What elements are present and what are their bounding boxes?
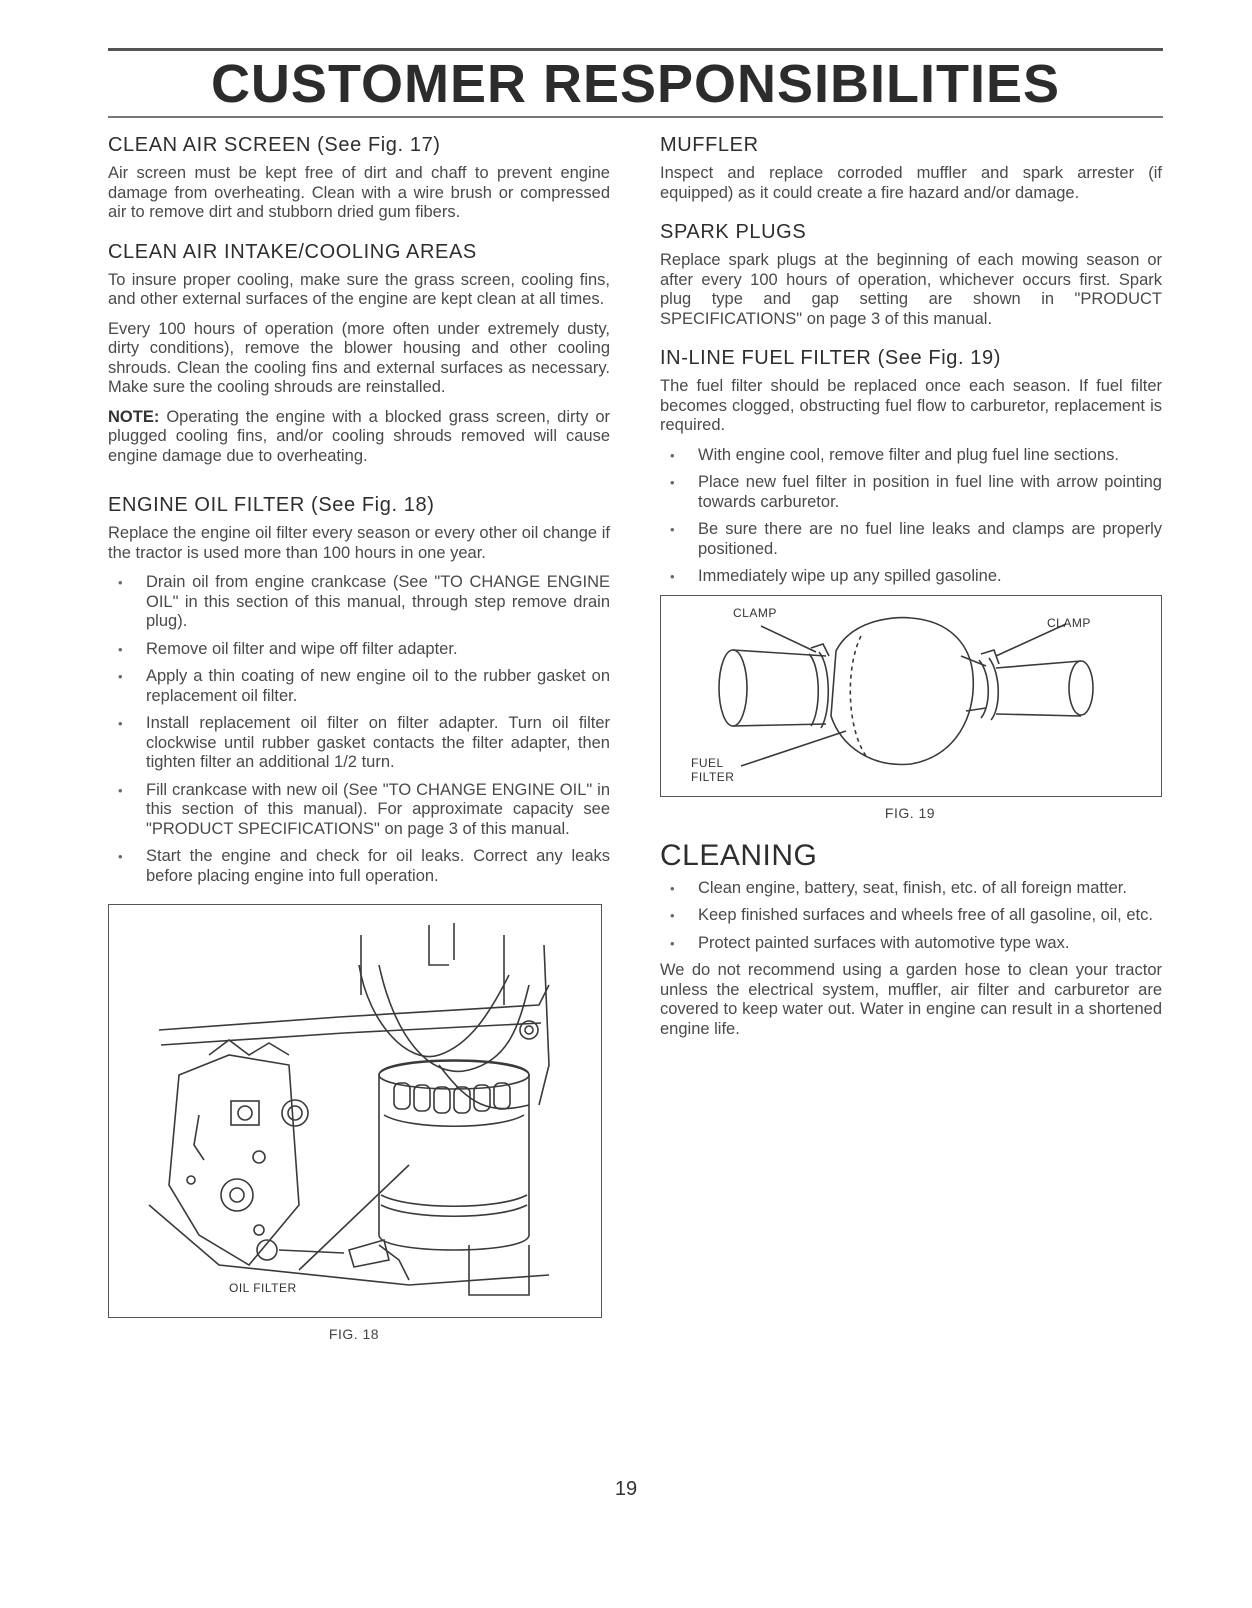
- air-intake-heading: CLEAN AIR INTAKE/COOLING AREAS: [108, 240, 477, 263]
- list-item: • Be sure there are no fuel line leaks and clamps are properly positioned.: [660, 520, 1162, 559]
- fuel-filter-heading: IN-LINE FUEL FILTER (See Fig. 19): [660, 347, 1001, 369]
- cleaning-heading: CLEANING: [660, 838, 818, 872]
- air-intake-text-1: To insure proper cooling, make sure the grass screen, cooling fins, and other external surfaces of the engine are kept clean at all times.: [108, 270, 610, 308]
- left-column: [108, 132, 610, 1342]
- fuel-filter-text: The fuel filter should be replaced once each season. If fuel filter becomes clogged, obstructing fuel flow to carburetor, replacement is required.: [660, 377, 1162, 434]
- list-item: • Place new fuel filter in position in fuel line with arrow pointing towards carburetor.: [660, 473, 1162, 512]
- list-item: • Start the engine and check for oil leaks. Correct any leaks before placing engine into full operation.: [108, 847, 610, 886]
- list-item: • Remove oil filter and wipe off filter adapter.: [108, 640, 610, 660]
- air-screen-heading: CLEAN AIR SCREEN (See Fig. 17): [108, 134, 441, 156]
- oil-filter-heading: ENGINE OIL FILTER (See Fig. 18): [108, 494, 435, 516]
- fig-18-illustration: [108, 904, 602, 1318]
- note-label: NOTE:: [108, 407, 160, 426]
- cleaning-text: We do not recommend using a garden hose to clean your tractor unless the electrical system, muffler, air filter and carburetor are covered to keep water out. Water in engine can result in a shortened engine life.: [660, 961, 1162, 1038]
- right-column: [660, 132, 1162, 1049]
- air-intake-note: [108, 408, 610, 467]
- clamp-label-right: CLAMP: [1047, 615, 1091, 630]
- muffler-text: Inspect and replace corroded muffler and spark arrester (if equipped) as it could create a fire hazard and/or damage.: [660, 164, 1162, 202]
- clamp-label-left: CLAMP: [733, 605, 777, 620]
- list-item: • Immediately wipe up any spilled gasoline.: [660, 567, 1162, 587]
- spark-plugs-heading: SPARK PLUGS: [660, 221, 807, 243]
- fuel-filter-steps: [660, 446, 1162, 587]
- list-item: • With engine cool, remove filter and plug fuel line sections.: [660, 446, 1162, 466]
- list-item: • Install replacement oil filter on filter adapter. Turn oil filter clockwise until rubber gasket contacts the filter adapter, then tighten filter an additional 1/2 turn.: [108, 714, 610, 773]
- air-screen-text: Air screen must be kept free of dirt and chaff to prevent engine damage from overheating. Clean with a wire brush or compressed air to remove dirt and stubborn dried gum fibers.: [108, 164, 610, 221]
- list-item: • Keep finished surfaces and wheels free of all gasoline, oil, etc.: [660, 906, 1162, 926]
- list-item: • Drain oil from engine crankcase (See "TO CHANGE ENGINE OIL" in this section of this manual, through step remove drain plug).: [108, 573, 610, 632]
- fig-19-caption: FIG. 19: [884, 804, 936, 821]
- header-rule-top: [108, 48, 1163, 51]
- header-rule-bottom: [108, 116, 1163, 118]
- note-text: Operating the engine with a blocked grass screen, dirty or plugged cooling fins, and/or cooling shrouds removed will cause engine damage due to overheating.: [108, 407, 610, 465]
- fuel-label: FUEL: [691, 755, 724, 770]
- page-title: CUSTOMER RESPONSIBILITIES: [210, 54, 1061, 114]
- list-item: • Protect painted surfaces with automotive type wax.: [660, 934, 1162, 954]
- list-item: • Apply a thin coating of new engine oil to the rubber gasket on replacement oil filter.: [108, 667, 610, 706]
- oil-filter-steps: [108, 573, 610, 886]
- list-item: • Clean engine, battery, seat, finish, etc. of all foreign matter.: [660, 879, 1162, 899]
- list-item: • Fill crankcase with new oil (See "TO CHANGE ENGINE OIL" in this section of this manual). For approximate capacity see "PRODUCT SPECIFICATIONS" on page 3 of this manual.: [108, 781, 610, 840]
- fig-19-illustration: [660, 595, 1162, 797]
- muffler-heading: MUFFLER: [660, 134, 759, 156]
- filter-label: FILTER: [691, 769, 735, 784]
- oil-filter-drawing: [109, 905, 601, 1317]
- oil-filter-label: OIL FILTER: [229, 1281, 297, 1295]
- air-intake-text-2: Every 100 hours of operation (more often under extremely dusty, dirty conditions), remove the blower housing and other cooling shrouds. Clean the cooling fins and external surfaces as necessary. Make sure the cooling shrouds are reinstalled.: [108, 319, 610, 396]
- spark-plugs-text: Replace spark plugs at the beginning of each mowing season or after every 100 hours of operation, whichever occurs first. Spark plug type and gap setting are shown in "PRODUCT SPECIFICATIONS" on page 3 of this manual.: [660, 251, 1162, 328]
- cleaning-steps: [660, 879, 1162, 954]
- oil-filter-text: Replace the engine oil filter every season or every other oil change if the tractor is used more than 100 hours in one year.: [108, 524, 610, 562]
- page-number: 19: [614, 1478, 638, 1500]
- fig-18-caption: FIG. 18: [328, 1326, 380, 1342]
